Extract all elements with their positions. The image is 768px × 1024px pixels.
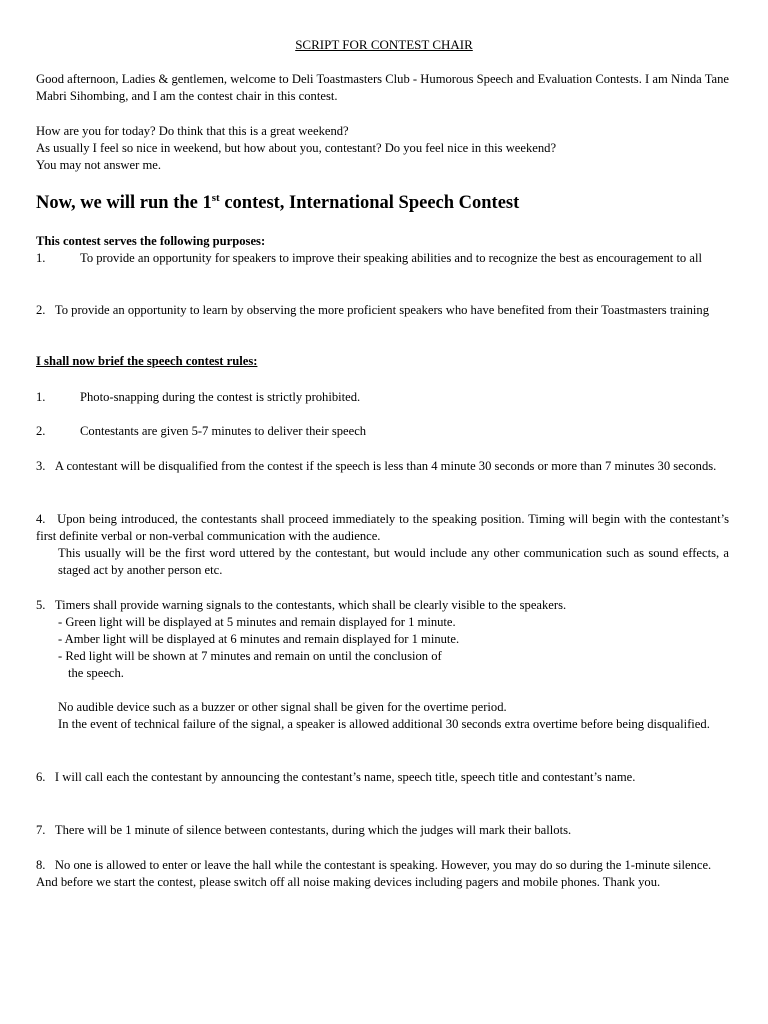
item-text: A contestant will be disqualified from the contest if the speech is less than 4 minute 30 seconds or more than 7 minutes 30 seconds. — [54, 459, 717, 473]
purposes-title: This contest serves the following purposes: — [36, 234, 266, 248]
rule-item — [36, 857, 729, 891]
rule-item — [36, 458, 729, 475]
greeting-line: How are you for today? Do think that this is a great weekend? — [36, 124, 349, 138]
item-text: Photo-snapping during the contest is strictly prohibited. — [80, 390, 361, 404]
item-number: 7. — [36, 823, 46, 837]
rule-item — [36, 423, 729, 440]
item-text: I will call each the contestant by announcing the contestant’s name, speech title, speech title and contestant’s name. — [54, 770, 636, 784]
rule-sub-text: This usually will be the first word uttered by the contestant, but would include any other communication such as sound effects, a staged act by another person etc. — [58, 546, 729, 577]
heading-text: Now, we will run the 1 — [36, 193, 212, 213]
item-number: 3. — [36, 459, 46, 473]
item-text: Timers shall provide warning signals to the contestants, which shall be clearly visible to the speakers. — [54, 598, 567, 612]
item-text: To provide an opportunity for speakers to improve their speaking abilities and to recognize the best as encouragement to all — [80, 251, 702, 265]
rule-item — [36, 822, 729, 839]
item-text: There will be 1 minute of silence between contestants, during which the judges will mark their ballots. — [54, 823, 572, 837]
item-text: To provide an opportunity to learn by observing the more proficient speakers who have benefited from their Toastmasters training — [54, 303, 709, 317]
item-number: 4. — [36, 512, 46, 526]
page-title: SCRIPT FOR CONTEST CHAIR — [295, 37, 473, 52]
item-number: 5. — [36, 598, 46, 612]
purpose-item — [36, 250, 729, 267]
signal-continuation: the speech. — [68, 666, 124, 680]
item-number: 6. — [36, 770, 46, 784]
item-number: 8. — [36, 858, 46, 872]
signal-amber: - Amber light will be displayed at 6 minutes and remain displayed for 1 minute. — [58, 632, 460, 646]
item-number: 2. — [36, 303, 46, 317]
rule-note: No audible device such as a buzzer or other signal shall be given for the overtime period. — [58, 700, 507, 714]
signal-red: - Red light will be shown at 7 minutes and remain on until the conclusion of — [58, 649, 442, 663]
intro-paragraph: Good afternoon, Ladies & gentlemen, welcome to Deli Toastmasters Club - Humorous Speech and Evaluation Contests. I am Ninda Tane Mabri Sihombing, and I am the contest chair in this contest. — [36, 72, 729, 103]
greeting-line: As usually I feel so nice in weekend, but how about you, contestant? Do you feel nice in this weekend? — [36, 141, 557, 155]
section-heading — [36, 192, 729, 214]
purpose-item — [36, 302, 729, 319]
heading-text-end: contest, International Speech Contest — [219, 193, 520, 213]
heading-superscript: st — [211, 191, 220, 204]
greeting-paragraph — [36, 123, 729, 174]
item-number: 2. — [36, 424, 46, 438]
signal-green: - Green light will be displayed at 5 minutes and remain displayed for 1 minute. — [58, 615, 456, 629]
item-text: Upon being introduced, the contestants shall proceed immediately to the speaking position. Timing will begin with the contestant’s first definite verbal or non-verbal communication with the audience. — [36, 512, 729, 543]
rules-title: I shall now brief the speech contest rules: — [36, 354, 258, 368]
item-number: 1. — [36, 251, 46, 265]
item-text: No one is allowed to enter or leave the hall while the contestant is speaking. However, you may do so during the 1-minute silence. — [54, 858, 712, 872]
closing-paragraph: And before we start the contest, please switch off all noise making devices including pagers and mobile phones. Thank you. — [36, 875, 661, 889]
rule-item — [36, 769, 729, 786]
rule-note: In the event of technical failure of the signal, a speaker is allowed additional 30 seconds extra overtime before being disqualified. — [58, 717, 710, 731]
rule-item — [36, 389, 729, 406]
item-number: 1. — [36, 390, 46, 404]
greeting-line: You may not answer me. — [36, 158, 161, 172]
rule-item — [36, 511, 729, 579]
rule-item — [36, 597, 729, 733]
item-text: Contestants are given 5-7 minutes to deliver their speech — [80, 424, 367, 438]
